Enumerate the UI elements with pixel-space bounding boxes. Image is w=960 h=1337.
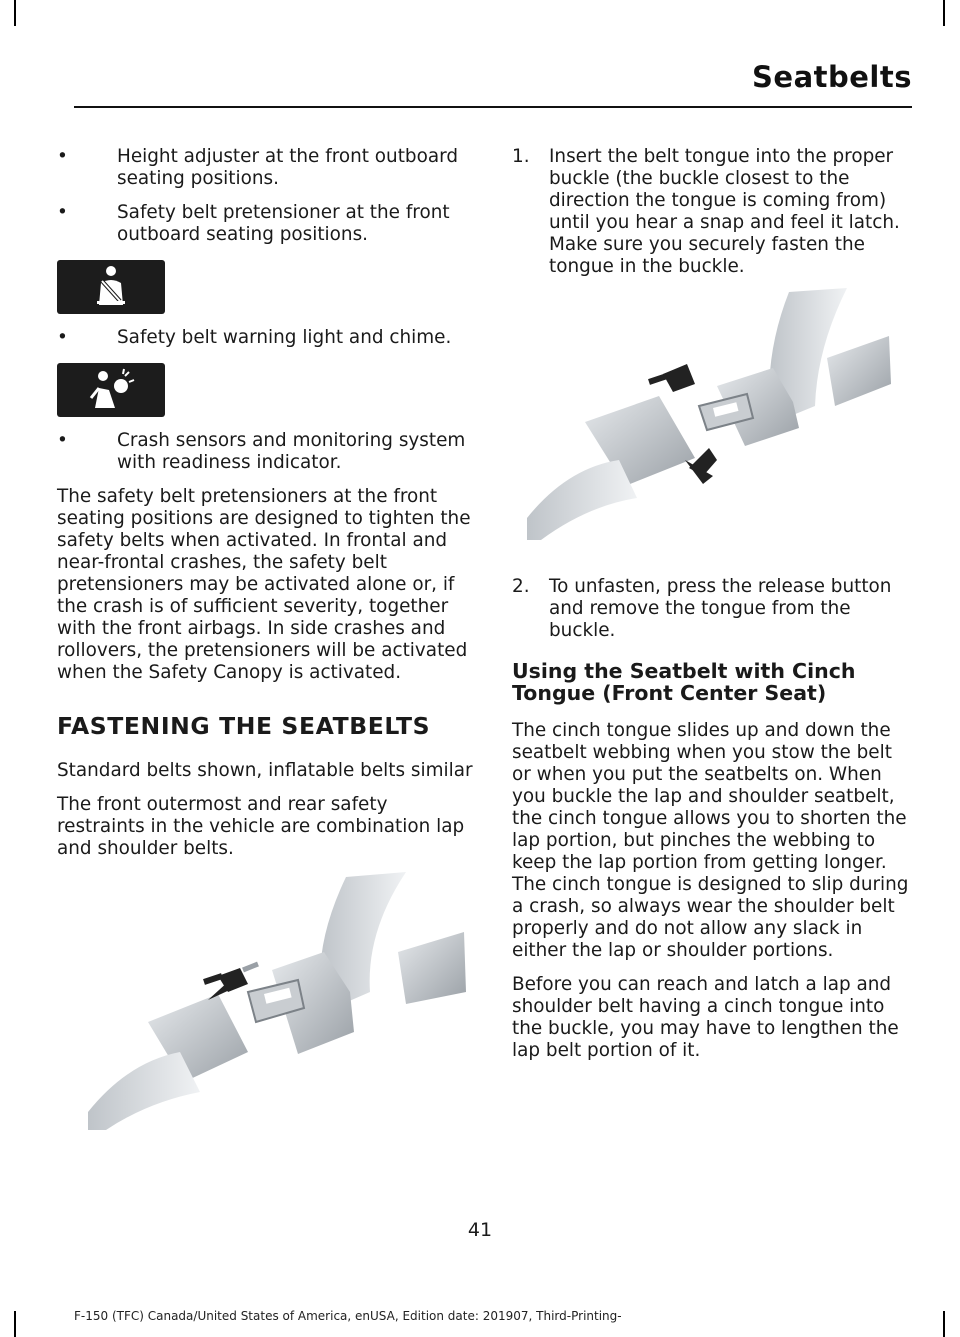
seatbelt-warning-icon [57, 260, 165, 314]
crop-mark [943, 0, 945, 26]
paragraph: The safety belt pretensioners at the front seating positions are designed to tighten the safety belts when activated. In frontal and near-frontal crashes, the safety belt pretensioners may be activated alone or, if the crash is of sufficient severity, together with the front airbags. In side crashes and rollovers, the pretensioners will be activated when the Safety Canopy is activated. [57, 486, 471, 683]
crop-mark [14, 0, 16, 26]
paragraph: Before you can reach and latch a lap and shoulder belt having a cinch tongue into the buckle, you may have to lengthen the lap belt portion of it. [512, 974, 899, 1061]
airbag-figure-icon [85, 368, 137, 412]
bullet-text: Height adjuster at the front outboard seating positions. [117, 146, 459, 189]
bullet-dot: • [57, 202, 68, 223]
paragraph: The front outermost and rear safety restraints in the vehicle are combination lap and shoulder belts. [57, 794, 465, 859]
paragraph: Standard belts shown, inflatable belts similar [57, 760, 473, 781]
paragraph: The cinch tongue slides up and down the seatbelt webbing when you stow the belt or when you put the seatbelts on. When you buckle the lap and shoulder seatbelt, the cinch tongue allows you to shorten the lap portion, but pinches the webbing to keep the lap portion from getting longer. The cinch tongue is designed to slip during a crash, so always wear the shoulder belt properly and do not allow any slack in either the lap or shoulder portions. [512, 720, 909, 961]
bullet-text: Safety belt pretensioner at the front outboard seating positions. [117, 202, 450, 245]
list-item [57, 202, 477, 246]
page-number: 41 [467, 1219, 493, 1241]
seatbelt-unlatched-illustration [88, 872, 466, 1130]
page-title: Seatbelts [752, 60, 912, 94]
bullet-dot: • [57, 430, 68, 451]
right-column [512, 146, 910, 1074]
crop-mark [14, 1311, 16, 1337]
edition-info: F-150 (TFC) Canada/United States of America, enUSA, Edition date: 201907, Third-Printing- [74, 1309, 622, 1323]
step-text: Insert the belt tongue into the proper buckle (the buckle closest to the direction the tongue is coming from) until you hear a snap and feel it latch. Make sure you securely fasten the tongue in the buckle. [549, 146, 900, 277]
section-heading: FASTENING THE SEATBELTS [57, 712, 431, 740]
bullet-text: Safety belt warning light and chime. [117, 327, 452, 348]
list-item [512, 576, 910, 642]
list-item [57, 430, 477, 474]
left-column [57, 146, 477, 872]
header-divider [74, 106, 912, 108]
seatbelt-figure-icon [91, 265, 131, 309]
airbag-person-icon [57, 363, 165, 417]
step-number: 2. [512, 576, 530, 597]
step-text: To unfasten, press the release button and remove the tongue from the buckle. [549, 576, 892, 641]
list-item [512, 146, 910, 278]
bullet-dot: • [57, 146, 68, 167]
bullet-text: Crash sensors and monitoring system with readiness indicator. [117, 430, 466, 473]
sub-heading: Using the Seatbelt with Cinch Tongue (Front Center Seat) [512, 659, 856, 705]
crop-mark [943, 1311, 945, 1337]
bullet-dot: • [57, 327, 68, 348]
seatbelt-latching-illustration [527, 288, 891, 540]
list-item [57, 327, 477, 349]
step-number: 1. [512, 146, 530, 167]
list-item [57, 146, 477, 190]
